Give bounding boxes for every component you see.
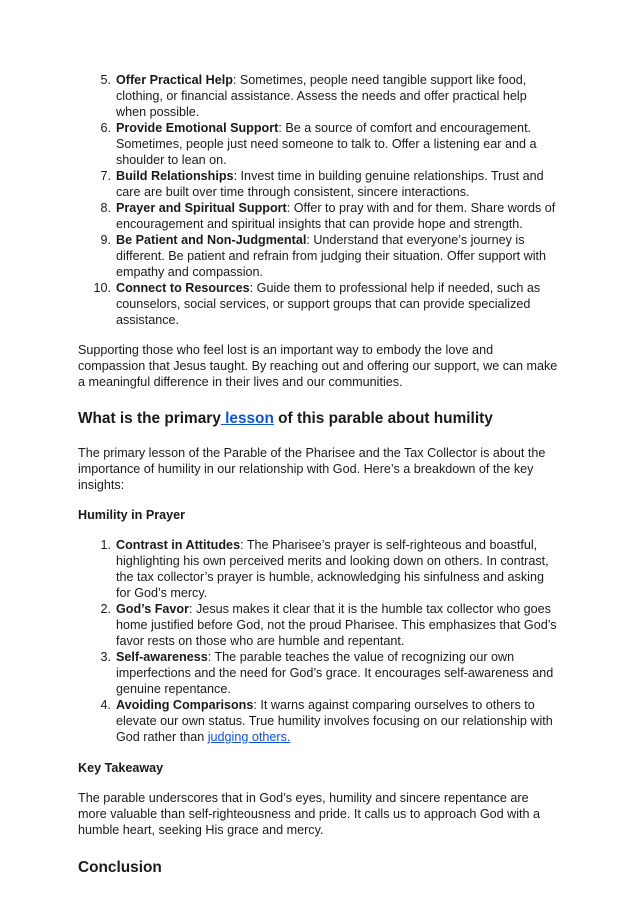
takeaway-subheading: Key Takeaway (78, 761, 164, 775)
judging-others-link[interactable]: judging others. (207, 730, 291, 744)
list-number: 10. (93, 281, 111, 295)
list-item-title: Offer Practical Help (116, 73, 233, 87)
list-item-text: : Jesus makes it clear that it is the humble tax collector who goes home justified before God, not the proud Pharisee. This emphasizes that God’s favor rests on those who are humble and repentant. (116, 602, 557, 648)
list-item-title: Self-awareness (116, 650, 208, 664)
support-steps-list (78, 72, 560, 328)
list-item-text: : Guide them to professional help if needed, such as counselors, social services, or support groups that can provide specialized assistance. (116, 281, 541, 327)
list-item-text: : Sometimes, people need tangible support like food, clothing, or financial assistance. Assess the needs and offer practical help when possible. (116, 73, 527, 119)
list-item-text: : Understand that everyone’s journey is different. Be patient and refrain from judging their situation. Offer support with empathy and compassion. (116, 233, 547, 279)
conclusion-heading: Conclusion (78, 859, 162, 876)
list-number: 6. (100, 121, 111, 135)
list-item (78, 232, 560, 280)
list-item-text: : The parable teaches the value of recognizing our own imperfections and the need for God’s grace. It encourages self-awareness and genuine repentance. (116, 650, 554, 696)
list-item (78, 200, 560, 232)
list-item (78, 72, 560, 120)
list-item-title: Contrast in Attitudes (116, 538, 241, 552)
support-paragraph: Supporting those who feel lost is an important way to embody the love and compassion that Jesus taught. By reaching out and offering our support, we can make a meaningful difference in their lives and our communities. (78, 343, 558, 389)
humility-subheading: Humility in Prayer (78, 508, 186, 522)
list-number: 8. (100, 201, 111, 215)
list-item-text: : Invest time in building genuine relationships. Trust and care are built over time through consistent, sincere interactions. (116, 169, 544, 199)
list-number: 5. (100, 73, 111, 87)
list-item-title: Prayer and Spiritual Support (116, 201, 287, 215)
list-item (78, 601, 560, 649)
list-item-title: Connect to Resources (116, 281, 250, 295)
list-item (78, 537, 560, 601)
list-item-title: Build Relationships (116, 169, 234, 183)
lesson-heading-start: What is the primary (78, 410, 221, 427)
list-item-text: : The Pharisee’s prayer is self-righteous and boastful, highlighting his own perceived merits and looking down on others. In contrast, the tax collector’s prayer is humble, acknowledging his sinfulness and asking for God’s mercy. (116, 538, 549, 600)
lesson-link[interactable]: lesson (220, 410, 274, 427)
list-item-text: : Offer to pray with and for them. Share words of encouragement and spiritual insights that can provide hope and strength. (116, 201, 556, 231)
list-number: 7. (100, 169, 111, 183)
lesson-paragraph: The primary lesson of the Parable of the Pharisee and the Tax Collector is about the importance of humility in our relationship with God. Here’s a breakdown of the key insights: (78, 446, 546, 492)
list-item-title: Be Patient and Non-Judgmental (116, 233, 307, 247)
list-item (78, 649, 560, 697)
list-item-title: Provide Emotional Support (116, 121, 279, 135)
humility-insights-list (78, 537, 560, 745)
list-item (78, 280, 560, 328)
takeaway-paragraph: The parable underscores that in God’s eyes, humility and sincere repentance are more valuable than self-righteousness and pride. It calls us to approach God with a humble heart, seeking His grace and mercy. (78, 791, 541, 837)
lesson-heading (78, 409, 560, 429)
list-number: 1. (100, 538, 111, 552)
list-number: 4. (100, 698, 111, 712)
list-number: 3. (100, 650, 111, 664)
list-item (78, 697, 560, 745)
lesson-heading-end: of this parable about humility (273, 410, 493, 427)
list-number: 2. (100, 602, 111, 616)
list-number: 9. (100, 233, 111, 247)
list-item-title: Avoiding Comparisons (116, 698, 254, 712)
list-item (78, 168, 560, 200)
list-item (78, 120, 560, 168)
list-item-title: God’s Favor (116, 602, 190, 616)
list-item-text: : It warns against comparing ourselves to others to elevate our own status. True humility involves focusing on our relationship with God rather than (116, 698, 553, 744)
list-item-text: : Be a source of comfort and encouragement. Sometimes, people just need someone to talk to. Offer a listening ear and a shoulder to lean on. (116, 121, 537, 167)
